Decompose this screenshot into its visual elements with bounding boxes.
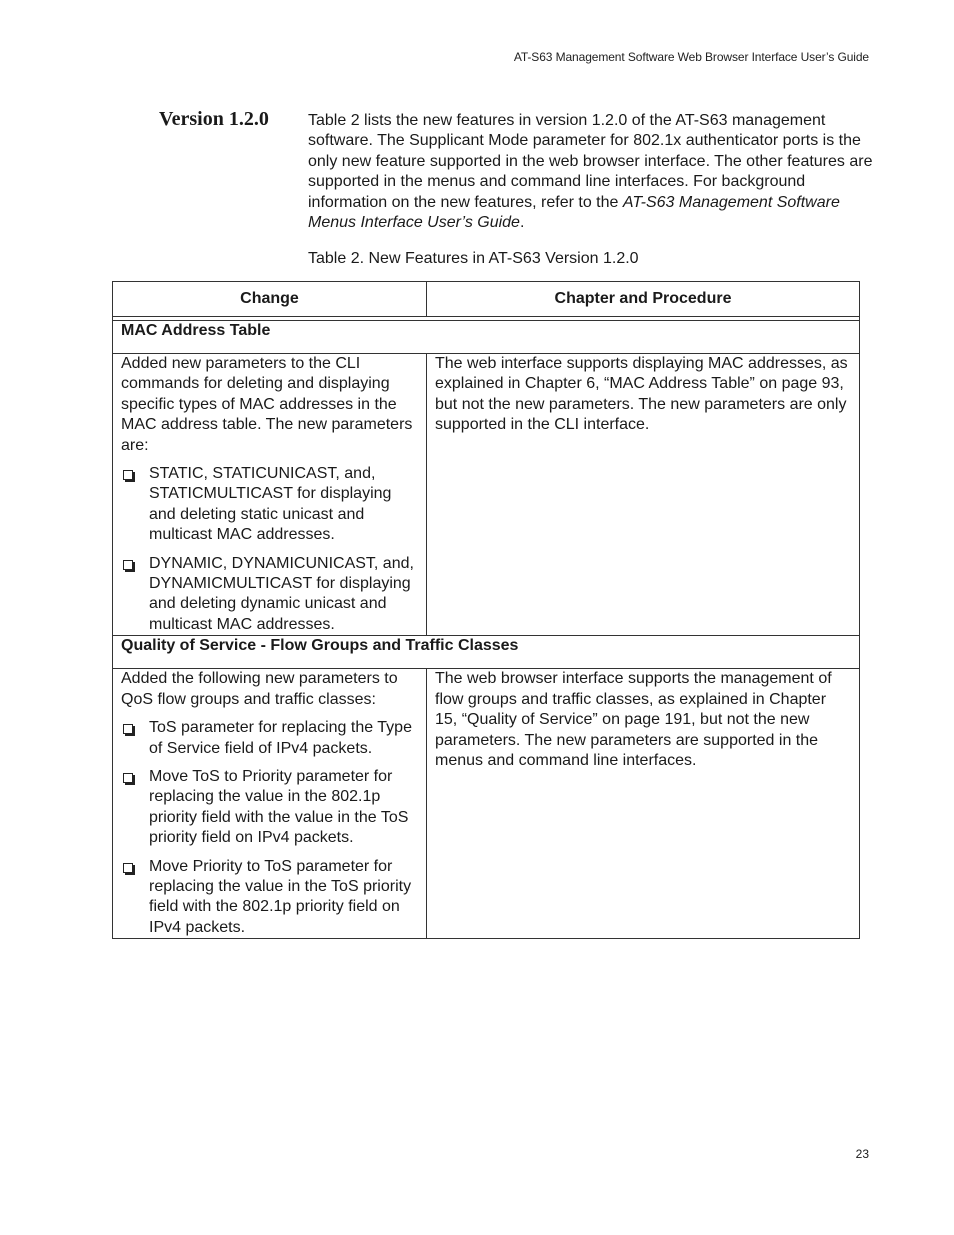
- column-header-change: Change: [113, 282, 427, 317]
- box-bullet-icon: [123, 863, 133, 873]
- box-bullet-icon: [123, 560, 133, 570]
- bullet-text: DYNAMIC, DYNAMICUNICAST, and, DYNAMICMULTICAST for displaying and deleting dynamic unicast and multicast MAC addresses.: [149, 554, 414, 633]
- running-header: AT-S63 Management Software Web Browser Interface User’s Guide: [513, 50, 869, 64]
- procedure-cell: [427, 669, 860, 939]
- intro-text: Table 2 lists the new features in version 1.2.0 of the AT-S63 management software. The Supplicant Mode parameter for 802.1x authenticator ports is the only new feature supported in the web browser interface. The other features are supported in the menus and command line interfaces. For background information on the new features, refer to the: [308, 112, 873, 211]
- group-title-row: [113, 636, 860, 669]
- procedure-cell: [427, 354, 860, 636]
- list-item: [121, 718, 418, 759]
- change-cell: [113, 669, 427, 939]
- procedure-text: The web browser interface supports the management of flow groups and traffic classes, as explained in Chapter 15, “Quality of Service” on page 191, but not the new parameters. The new parameters are supported in the menus and command line interfaces.: [435, 670, 832, 769]
- page-number: 23: [855, 1147, 869, 1161]
- box-bullet-icon: [123, 470, 133, 480]
- bullet-text: STATIC, STATICUNICAST, and, STATICMULTICAST for displaying and deleting static unicast and multicast MAC addresses.: [149, 465, 392, 544]
- features-table: [112, 281, 860, 939]
- box-bullet-icon: [123, 773, 133, 783]
- procedure-text: The web interface supports displaying MAC addresses, as explained in Chapter 6, “MAC Address Table” on page 93, but not the new parameters. The new parameters are only supported in the CLI interface.: [435, 355, 848, 434]
- group-title-quality-of-service: Quality of Service - Flow Groups and Traffic Classes: [113, 636, 860, 669]
- change-intro: Added new parameters to the CLI commands for deleting and displaying specific types of MAC addresses in the MAC address table. The new parameters are:: [121, 355, 413, 454]
- bullet-list: [121, 464, 418, 635]
- bullet-list: [121, 718, 418, 938]
- table-caption: Table 2. New Features in AT-S63 Version 1.2.0: [308, 250, 639, 267]
- section-heading: Version 1.2.0: [159, 108, 269, 130]
- list-item: [121, 554, 418, 636]
- change-cell: [113, 354, 427, 636]
- group-title-mac-address-table: MAC Address Table: [113, 321, 860, 354]
- bullet-text: Move ToS to Priority parameter for replacing the value in the 802.1p priority field with the value in the ToS priority field on IPv4 packets.: [149, 767, 409, 847]
- list-item: [121, 767, 418, 849]
- table-row: [113, 354, 860, 636]
- table-header-row: [113, 282, 860, 317]
- change-intro: Added the following new parameters to QoS flow groups and traffic classes:: [121, 670, 398, 708]
- list-item: [121, 857, 418, 939]
- intro-end: .: [519, 214, 525, 232]
- bullet-text: ToS parameter for replacing the Type of Service field of IPv4 packets.: [149, 719, 412, 757]
- group-title-row: [113, 321, 860, 354]
- table-row: [113, 669, 860, 939]
- intro-paragraph: [308, 111, 873, 233]
- column-header-procedure: Chapter and Procedure: [427, 282, 860, 317]
- bullet-text: Move Priority to ToS parameter for replacing the value in the ToS priority field with the 802.1p priority field on IPv4 packets.: [149, 857, 412, 936]
- guide-reference: AT-S63 Management Software Menus Interface User’s Guide: [308, 193, 840, 232]
- box-bullet-icon: [123, 724, 133, 734]
- list-item: [121, 464, 418, 546]
